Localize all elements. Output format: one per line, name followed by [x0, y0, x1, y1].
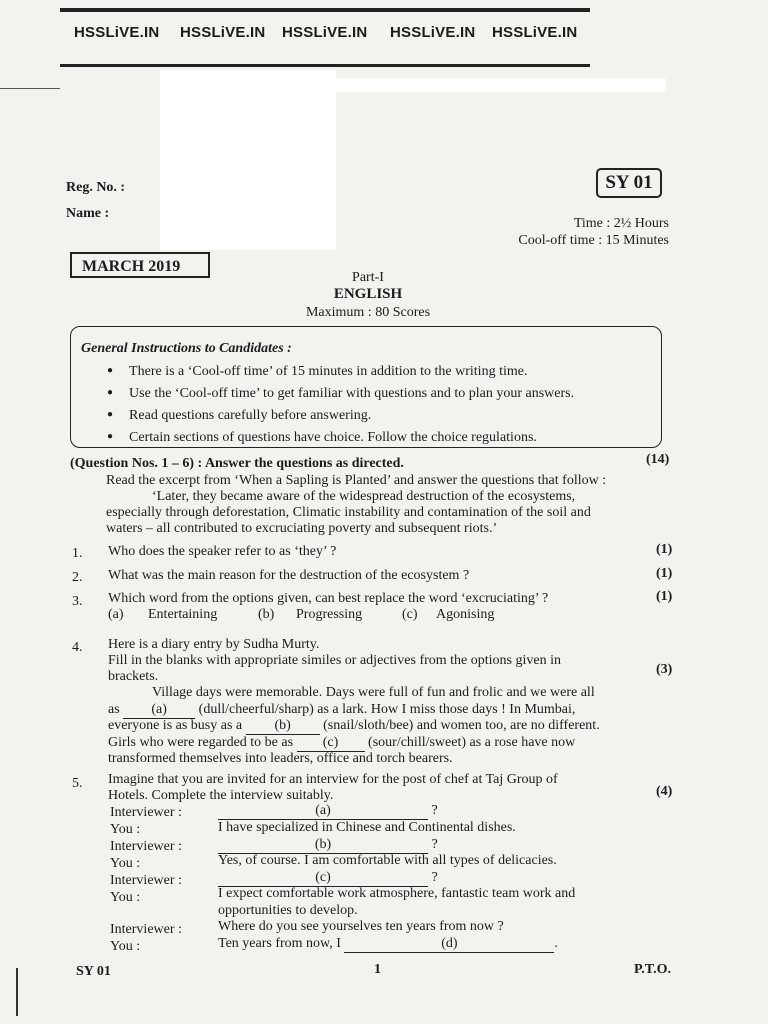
question-text: Imagine that you are invited for an interview for the post of chef at Taj Group of: [108, 772, 558, 787]
question-text: Which word from the options given, can best replace the word ‘excruciating’ ?: [108, 591, 549, 606]
question-mark: ?: [431, 870, 438, 885]
question-number: 2.: [72, 570, 83, 585]
question-text: Hotels. Complete the interview suitably.: [108, 788, 334, 803]
paper-code-box: SY 01: [596, 168, 662, 198]
passage-text: everyone is as busy as a: [108, 718, 243, 733]
passage-text: (dull/cheerful/sharp) as a lark. How I miss those days ! In Mumbai,: [198, 702, 576, 717]
speaker-label: You :: [110, 939, 141, 954]
site-banner: [60, 8, 590, 67]
instruction-item: ● There is a ‘Cool-off time’ of 15 minutes in addition to the writing time.: [107, 361, 574, 383]
blank-b: (b): [218, 837, 428, 854]
option-text: Agonising: [436, 607, 495, 622]
option-text: Progressing: [296, 607, 363, 622]
dialogue-line: Where do you see yourselves ten years from now ?: [218, 919, 504, 934]
question-score: (1): [656, 589, 673, 604]
blank-a: (a): [123, 702, 195, 719]
passage-line: [108, 702, 575, 719]
dialogue-line: opportunities to develop.: [218, 903, 358, 918]
banner-text: HSSLiVE.IN: [180, 24, 266, 41]
dialogue-line: Yes, of course. I am comfortable with all types of delicacies.: [218, 853, 557, 868]
blank-c: (c): [218, 870, 428, 887]
question-score: (4): [656, 784, 673, 799]
question-mark: ?: [431, 837, 438, 852]
subject-title: ENGLISH: [333, 286, 403, 302]
speaker-label: Interviewer :: [110, 922, 182, 937]
section-title: (Question Nos. 1 – 6) : Answer the questions as directed.: [70, 456, 404, 471]
scan-line: [0, 88, 60, 89]
excerpt-line: ‘Later, they became aware of the widespread destruction of the ecosystems,: [152, 489, 576, 504]
banner-text: HSSLiVE.IN: [390, 24, 476, 41]
question-score: (1): [656, 566, 673, 581]
pto-text: P.T.O.: [634, 962, 671, 977]
instruction-item: ● Read questions carefully before answering.: [107, 405, 574, 427]
question-number: 3.: [72, 594, 83, 609]
passage-line: transformed themselves into leaders, office and torch bearers.: [108, 751, 453, 766]
instructions-title: General Instructions to Candidates :: [81, 341, 292, 356]
speaker-label: Interviewer :: [110, 805, 182, 820]
passage-text: Girls who were regarded to be as: [108, 735, 294, 750]
question-text: brackets.: [108, 669, 159, 684]
question-number: 1.: [72, 546, 83, 561]
dialogue-line: [218, 837, 438, 854]
option-label: (a): [108, 607, 124, 622]
dialogue-text: Ten years from now, I: [218, 936, 341, 951]
passage-text: (sour/chill/sweet) as a rose have now: [368, 735, 576, 750]
passage-line: [108, 735, 575, 752]
instructions-list: [107, 361, 574, 449]
dialogue-line: I have specialized in Chinese and Continental dishes.: [218, 820, 516, 835]
instruction-item: ● Use the ‘Cool-off time’ to get familiar with questions and to plan your answers.: [107, 383, 574, 405]
speaker-label: You :: [110, 890, 141, 905]
reg-no-label: Reg. No. :: [66, 180, 126, 195]
exam-session-box: MARCH 2019: [70, 252, 210, 278]
excerpt-intro: Read the excerpt from ‘When a Sapling is Planted’ and answer the questions that follow :: [106, 473, 607, 488]
blank-d: (d): [344, 936, 554, 953]
part-label: Part-I: [352, 270, 384, 285]
blank-a: (a): [218, 803, 428, 820]
dialogue-line: [218, 803, 438, 820]
speaker-label: Interviewer :: [110, 839, 182, 854]
passage-line: [108, 718, 600, 735]
option-text: Entertaining: [148, 607, 218, 622]
dialogue-line: [218, 870, 438, 887]
name-label: Name :: [66, 206, 110, 221]
passage-text: as: [108, 702, 120, 717]
redacted-area: [160, 70, 336, 250]
passage-line: Village days were memorable. Days were full of fun and frolic and we were all: [152, 685, 595, 700]
time-text: Time : 2½ Hours: [573, 216, 669, 231]
page-number: 1: [374, 962, 381, 977]
question-text: Who does the speaker refer to as ‘they’ ?: [108, 544, 337, 559]
speaker-label: Interviewer :: [110, 873, 182, 888]
instructions-box: [70, 326, 662, 448]
scan-edge-line: [16, 968, 18, 1016]
question-score: (1): [656, 542, 673, 557]
instruction-item: ● Certain sections of questions have choice. Follow the choice regulations.: [107, 427, 574, 449]
excerpt-line: especially through deforestation, Climatic instability and contamination of the soil and: [106, 505, 591, 520]
full-stop: .: [554, 936, 558, 951]
question-text: Here is a diary entry by Sudha Murty.: [108, 637, 320, 652]
blank-c: (c): [297, 735, 365, 752]
speaker-label: You :: [110, 822, 141, 837]
cooloff-text: Cool-off time : 15 Minutes: [518, 233, 669, 248]
dialogue-line: I expect comfortable work atmosphere, fantastic team work and: [218, 886, 576, 901]
banner-text: HSSLiVE.IN: [492, 24, 578, 41]
section-score: (14): [646, 452, 670, 467]
question-mark: ?: [431, 803, 438, 818]
option-label: (b): [258, 607, 275, 622]
question-number: 5.: [72, 776, 83, 791]
banner-text: HSSLiVE.IN: [282, 24, 368, 41]
excerpt-line: waters – all contributed to excruciating poverty and subsequent riots.’: [106, 521, 498, 536]
question-score: (3): [656, 662, 673, 677]
speaker-label: You :: [110, 856, 141, 871]
option-label: (c): [402, 607, 418, 622]
passage-text: (snail/sloth/bee) and women too, are no different.: [323, 718, 600, 733]
maximum-score: Maximum : 80 Scores: [305, 305, 431, 320]
question-text: Fill in the blanks with appropriate similes or adjectives from the options given in: [108, 653, 561, 668]
banner-text: HSSLiVE.IN: [74, 24, 160, 41]
question-number: 4.: [72, 640, 83, 655]
blank-b: (b): [246, 718, 320, 735]
footer-code: SY 01: [76, 964, 111, 979]
redacted-area: [336, 78, 666, 92]
dialogue-line: [218, 936, 558, 953]
question-text: What was the main reason for the destruction of the ecosystem ?: [108, 568, 470, 583]
